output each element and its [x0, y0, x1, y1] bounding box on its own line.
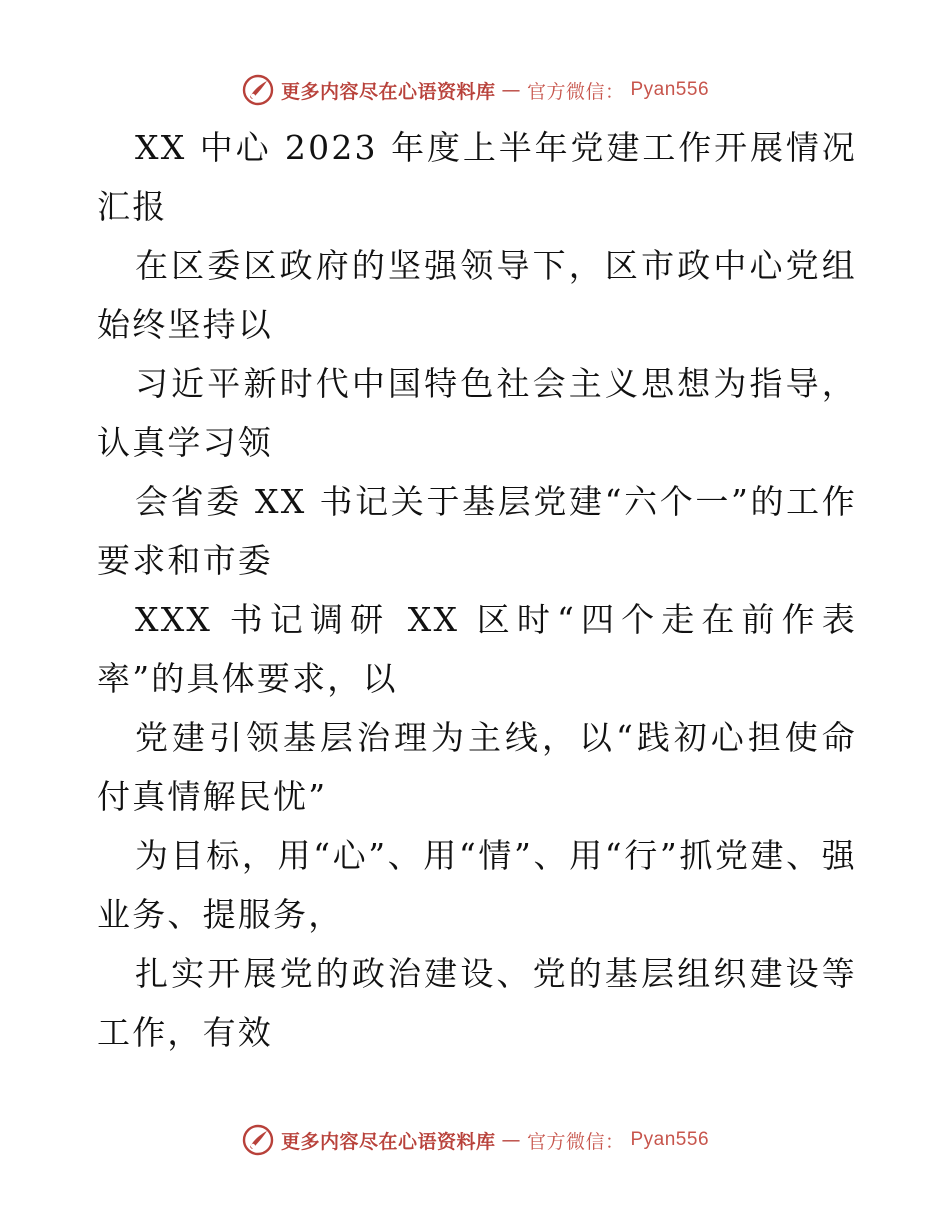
watermark-text: 更多内容尽在心语资料库 [280, 80, 496, 103]
paragraph: 党建引领基层治理为主线，以“践初心担使命付真情解民忧” [97, 718, 857, 816]
watermark-wechat-id: Pyan556 [630, 79, 710, 100]
paragraph: 扎实开展党的政治建设、党的基层组织建设等工作，有效 [97, 954, 857, 1052]
watermark-dash: — [501, 79, 521, 101]
brush-logo-icon [241, 73, 275, 107]
watermark-dash: — [501, 1129, 521, 1151]
paragraph: 习近平新时代中国特色社会主义思想为指导，认真学习领 [97, 364, 857, 462]
header-watermark [0, 70, 950, 110]
watermark-text: 更多内容尽在心语资料库 [280, 1130, 496, 1153]
paragraph: 会省委 XX 书记关于基层党建“六个一”的工作要求和市委 [97, 482, 857, 580]
paragraph: 在区委区政府的坚强领导下，区市政中心党组始终坚持以 [97, 246, 857, 344]
watermark-wechat-label: 官方微信： [526, 1130, 625, 1153]
watermark-wechat-label: 官方微信： [526, 80, 625, 103]
brush-logo-icon [241, 1123, 275, 1157]
document-title: XX 中心 2023 年度上半年党建工作开展情况汇报 [97, 128, 857, 226]
footer-watermark [0, 1120, 950, 1160]
paragraph: XXX 书记调研 XX 区时“四个走在前作表率”的具体要求，以 [97, 600, 857, 698]
document-body [97, 118, 857, 1062]
paragraph: 为目标，用“心”、用“情”、用“行”抓党建、强业务、提服务， [97, 836, 857, 934]
watermark-wechat-id: Pyan556 [630, 1129, 710, 1150]
